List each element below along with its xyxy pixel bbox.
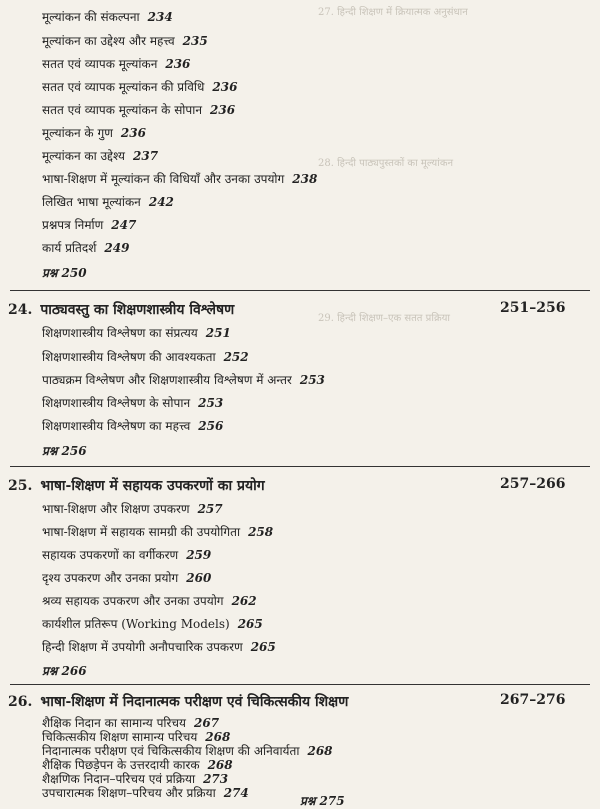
chapter-26-range: 267–276 (500, 692, 566, 708)
toc-item: शिक्षणशास्त्रीय विश्लेषण का संप्रत्यय 251 (42, 326, 231, 340)
toc-item: शैक्षिक निदान का सामान्य परिचय 267 (42, 716, 220, 730)
toc-item: कार्यशील प्रतिरूप (Working Models) 265 (42, 617, 263, 631)
toc-item: मूल्यांकन का उद्देश्य और महत्त्व 235 (42, 34, 208, 48)
toc-item: उपचारात्मक शिक्षण–परिचय और प्रक्रिया 274 (42, 786, 249, 800)
toc-item: सहायक उपकरणों का वर्गीकरण 259 (42, 548, 212, 562)
toc-item: शैक्षिक पिछड़ेपन के उत्तरदायी कारक 268 (42, 758, 233, 772)
chapter-24-range: 251–256 (500, 300, 566, 316)
toc-item: भाषा-शिक्षण में सहायक सामग्री की उपयोगिता 258 (42, 525, 274, 539)
toc-item: शैक्षणिक निदान–परिचय एवं प्रक्रिया 273 (42, 772, 229, 786)
toc-item: सतत एवं व्यापक मूल्यांकन की प्रविधि 236 (42, 80, 238, 94)
bleed-text-b: 28. हिन्दी पाठ्यपुस्तकों का मूल्यांकन (318, 158, 454, 169)
section-divider (10, 466, 590, 467)
toc-item: मूल्यांकन का उद्देश्य 237 (42, 149, 159, 163)
exercise-entry: प्रश्न 275 (300, 794, 345, 808)
exercise-entry: प्रश्न 266 (42, 664, 87, 678)
toc-item: प्रश्नपत्र निर्माण 247 (42, 218, 137, 232)
toc-item: निदानात्मक परीक्षण एवं चिकित्सकीय शिक्षण की अनिवार्यता 268 (42, 744, 333, 758)
toc-item: सतत एवं व्यापक मूल्यांकन के सोपान 236 (42, 103, 236, 117)
toc-item: चिकित्सकीय शिक्षण सामान्य परिचय 268 (42, 730, 231, 744)
bleed-text-c: 29. हिन्दी शिक्षण–एक सतत प्रक्रिया (318, 313, 451, 324)
toc-item: सतत एवं व्यापक मूल्यांकन 236 (42, 57, 191, 71)
section-divider (10, 684, 590, 685)
toc-item: भाषा-शिक्षण और शिक्षण उपकरण 257 (42, 502, 223, 516)
toc-item: भाषा-शिक्षण में मूल्यांकन की विधियाँ और उनका उपयोग 238 (42, 172, 318, 186)
toc-item: लिखित भाषा मूल्यांकन 242 (42, 195, 174, 209)
toc-item: मूल्यांकन की संकल्पना 234 (42, 10, 173, 24)
toc-item: हिन्दी शिक्षण में उपयोगी अनौपचारिक उपकरण 265 (42, 640, 276, 654)
chapter-24-title: 24. पाठ्यवस्तु का शिक्षणशास्त्रीय विश्लेषण (8, 302, 235, 318)
toc-item: श्रव्य सहायक उपकरण और उनका उपयोग 262 (42, 594, 257, 608)
toc-item: पाठ्यक्रम विश्लेषण और शिक्षणशास्त्रीय विश्लेषण में अन्तर 253 (42, 373, 325, 387)
toc-item: दृश्य उपकरण और उनका प्रयोग 260 (42, 571, 212, 585)
chapter-25-title: 25. भाषा-शिक्षण में सहायक उपकरणों का प्रयोग (8, 478, 265, 494)
exercise-entry: प्रश्न 256 (42, 444, 87, 458)
toc-item: शिक्षणशास्त्रीय विश्लेषण का महत्त्व 256 (42, 419, 224, 433)
toc-item: शिक्षणशास्त्रीय विश्लेषण की आवश्यकता 252 (42, 350, 249, 364)
chapter-26-title: 26. भाषा-शिक्षण में निदानात्मक परीक्षण एवं चिकित्सकीय शिक्षण (8, 694, 349, 710)
toc-item: शिक्षणशास्त्रीय विश्लेषण के सोपान 253 (42, 396, 224, 410)
toc-item: कार्य प्रतिदर्श 249 (42, 241, 130, 255)
bleed-text-a: 27. हिन्दी शिक्षण में क्रियात्मक अनुसंधान (318, 7, 468, 18)
chapter-25-range: 257–266 (500, 476, 566, 492)
section-divider (10, 290, 590, 291)
toc-item: मूल्यांकन के गुण 236 (42, 126, 146, 140)
exercise-entry: प्रश्न 250 (42, 266, 87, 280)
